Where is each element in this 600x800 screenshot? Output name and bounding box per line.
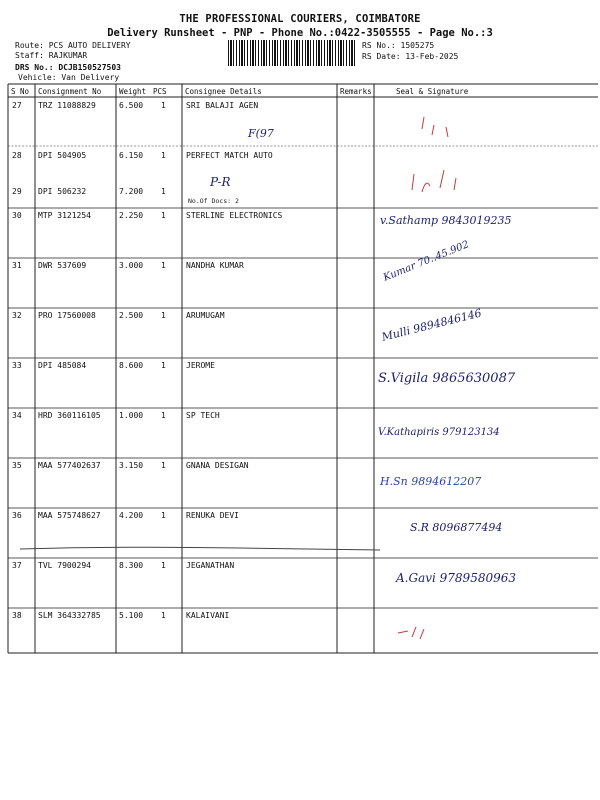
row-sno: 34 [12,411,22,420]
row-consignment: MAA 575748627 [38,511,101,520]
row-sno: 33 [12,361,22,370]
signature-text: A.Gavi 9789580963 [396,571,516,585]
table-row [0,361,600,411]
row-consignee: GNANA DESIGAN [186,461,249,470]
signature-text: H.Sn 9894612207 [380,475,482,488]
runsheet-title: Delivery Runsheet - PNP - Phone No.:0422-3505555 - Page No.:3 [107,27,493,39]
row-consignee: KALAIVANI [186,611,230,620]
row-pcs: 1 [161,511,166,520]
row-weight: 8.300 [119,561,144,570]
row-weight: 1.000 [119,411,144,420]
row-consignee: JEROME [186,361,215,370]
signature-text: S.Vigila 9865630087 [378,371,516,386]
table-row [0,561,600,611]
row-pcs: 1 [161,211,166,220]
col-remarks: Remarks [340,87,372,96]
row-weight: 6.500 [119,101,144,110]
row-sno: 38 [12,611,22,620]
signature-text: S.R 8096877494 [410,521,503,534]
row-sno: 29 [12,187,22,196]
row-consignment: HRD 360116105 [38,411,101,420]
row-weight: 3.150 [119,461,144,470]
row-consignee: SP TECH [186,411,220,420]
table-row [0,101,600,151]
drs-label: DRS No.: DCJB150527503 [15,63,121,72]
row-sno: 31 [12,261,22,270]
col-consignment: Consignment No [38,87,102,96]
row-weight: 6.150 [119,151,144,160]
table-row [0,211,600,261]
col-pcs: PCS [153,87,167,96]
row-weight: 5.100 [119,611,144,620]
col-seal-signature: Seal & Signature [396,87,469,96]
row-pcs: 1 [161,101,166,110]
signature-mark [400,160,470,200]
row-sno: 32 [12,311,22,320]
row-consignee: JEGANATHAN [186,561,235,570]
row-consignment: SLM 364332785 [38,611,101,620]
row-consignment: TRZ 11088829 [38,101,96,110]
row-consignment: TVL 7900294 [38,561,91,570]
row-weight: 2.500 [119,311,144,320]
signature-mark [416,111,456,141]
row-sno: 30 [12,211,22,220]
row-consignee: STERLINE ELECTRONICS [186,211,283,220]
row-sno: 27 [12,101,22,110]
table-row [0,175,600,207]
table-row [0,511,600,561]
row-sno: 35 [12,461,22,470]
row-consignment: DPI 485084 [38,361,87,370]
row-weight: 8.600 [119,361,144,370]
table-row [0,461,600,511]
table-row [0,239,600,311]
docs-note: No.Of Docs: 2 [188,197,239,205]
row-weight: 4.200 [119,511,144,520]
row-pcs: 1 [161,151,166,160]
row-pcs: 1 [161,261,166,270]
signature-text: V.Kathapiris 979123134 [378,427,500,438]
row-pcs: 1 [161,311,166,320]
row-consignment: DWR 537609 [38,261,87,270]
row-weight: 7.200 [119,187,144,196]
table-row [0,306,600,361]
row-consignee: PERFECT MATCH AUTO [186,151,273,160]
row-pcs: 1 [161,611,166,620]
row-consignment: MTP 3121254 [38,211,91,220]
staff-label: Staff: RAJKUMAR [15,51,88,60]
signature-text: Kumar 70..45.902 [381,239,471,284]
row-weight: 3.000 [119,261,144,270]
signature-text: Mulli 9894846146 [380,306,483,344]
row-consignee: NANDHA KUMAR [186,261,244,270]
row-consignment: MAA 577402637 [38,461,101,470]
handwritten-mark: F(97 [248,127,274,140]
row-consignee: RENUKA DEVI [186,511,239,520]
row-consignment: PRO 17560008 [38,311,96,320]
row-weight: 2.250 [119,211,144,220]
handwritten-mark: P-R [210,175,231,189]
col-sno: S No [11,87,30,96]
row-consignment: DPI 506232 [38,187,87,196]
row-consignee: ARUMUGAM [186,311,225,320]
row-pcs: 1 [161,461,166,470]
vehicle-label: Vehicle: Van Delivery [18,73,120,82]
table-row [0,411,600,461]
rs-number: RS No.: 1505275 [362,41,435,50]
row-sno: 28 [12,151,22,160]
row-consignee: SRI BALAJI AGEN [186,101,259,110]
col-consignee: Consignee Details [185,87,262,96]
row-consignment: DPI 504905 [38,151,87,160]
row-pcs: 1 [161,411,166,420]
rs-date: RS Date: 13-Feb-2025 [362,52,459,61]
table-row [0,611,600,651]
signature-text: v.Sathamp 9843019235 [380,214,512,227]
signature-mark [394,621,434,645]
row-pcs: 1 [161,561,166,570]
row-sno: 36 [12,511,22,520]
col-weight: Weight [119,87,147,96]
row-pcs: 1 [161,187,166,196]
company-title: THE PROFESSIONAL COURIERS, COIMBATORE [179,13,421,25]
row-sno: 37 [12,561,22,570]
row-pcs: 1 [161,361,166,370]
route-label: Route: PCS AUTO DELIVERY [15,41,131,50]
